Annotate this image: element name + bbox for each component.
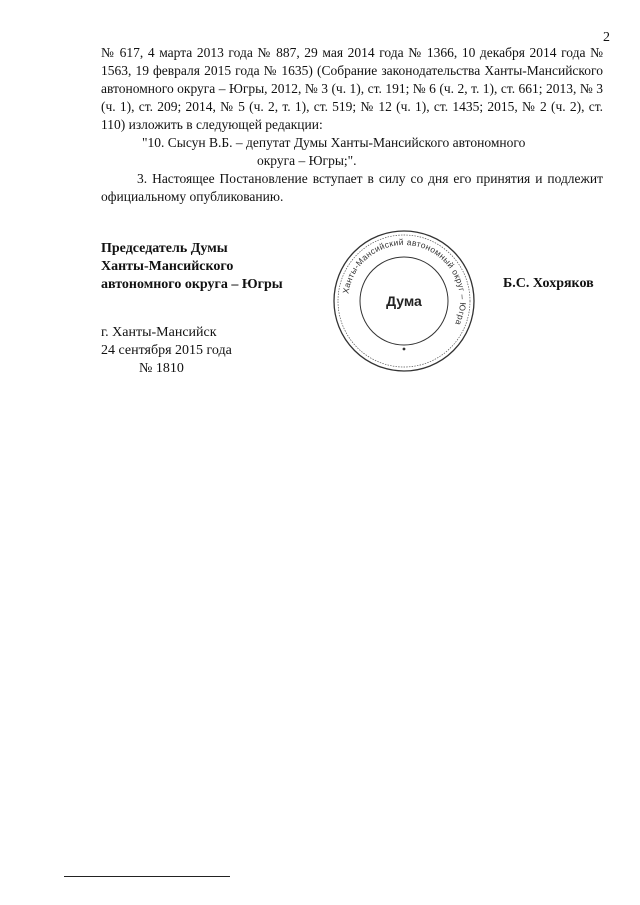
signatory-title <box>101 240 283 294</box>
seal-center-text: Дума <box>386 293 422 309</box>
seal-ring-text: Ханты-Мансийский автономный округ – Югра <box>340 236 469 327</box>
signatory-title-line-2: Ханты-Мансийского <box>101 259 234 274</box>
place-and-date <box>101 324 232 378</box>
document-number: № 1810 <box>139 361 184 376</box>
official-seal-stamp <box>331 228 477 374</box>
paragraph-continuation: № 617, 4 марта 2013 года № 887, 29 мая 2014 года № 1366, 10 декабря 2014 года № 1563, 19 февраля 2015 года № 1635) (Собрание законодательства Ханты-Мансийского автономного округа – Югры, 2012, № 3 (ч. 1), ст. 191; № 6 (ч. 2, т. 1), ст. 661; 2013, № 3 (ч. 1), ст. 209; 2014, № 5 (ч. 2, т. 1), ст. 519; № 12 (ч. 1), ст. 1435; 2015, № 2 (ч. 2), ст. 110) изложить в следующей редакции: <box>101 45 603 132</box>
quote-line-1: "10. Сысун В.Б. – депутат Думы Ханты-Мансийского автономного <box>142 135 526 150</box>
place: г. Ханты-Мансийск <box>101 325 217 340</box>
page-number: 2 <box>603 30 610 45</box>
quote-line-2: округа – Югры;". <box>257 153 357 168</box>
signatory-title-line-3: автономного округа – Югры <box>101 277 283 292</box>
seal-dot <box>403 348 406 351</box>
signatory-name: Б.С. Хохряков <box>503 276 594 291</box>
footnote-divider <box>64 876 230 877</box>
date: 24 сентября 2015 года <box>101 343 232 358</box>
signatory-title-line-1: Председатель Думы <box>101 241 228 256</box>
paragraph-3: 3. Настоящее Постановление вступает в силу со дня его принятия и подлежит официальному опубликованию. <box>101 171 603 204</box>
